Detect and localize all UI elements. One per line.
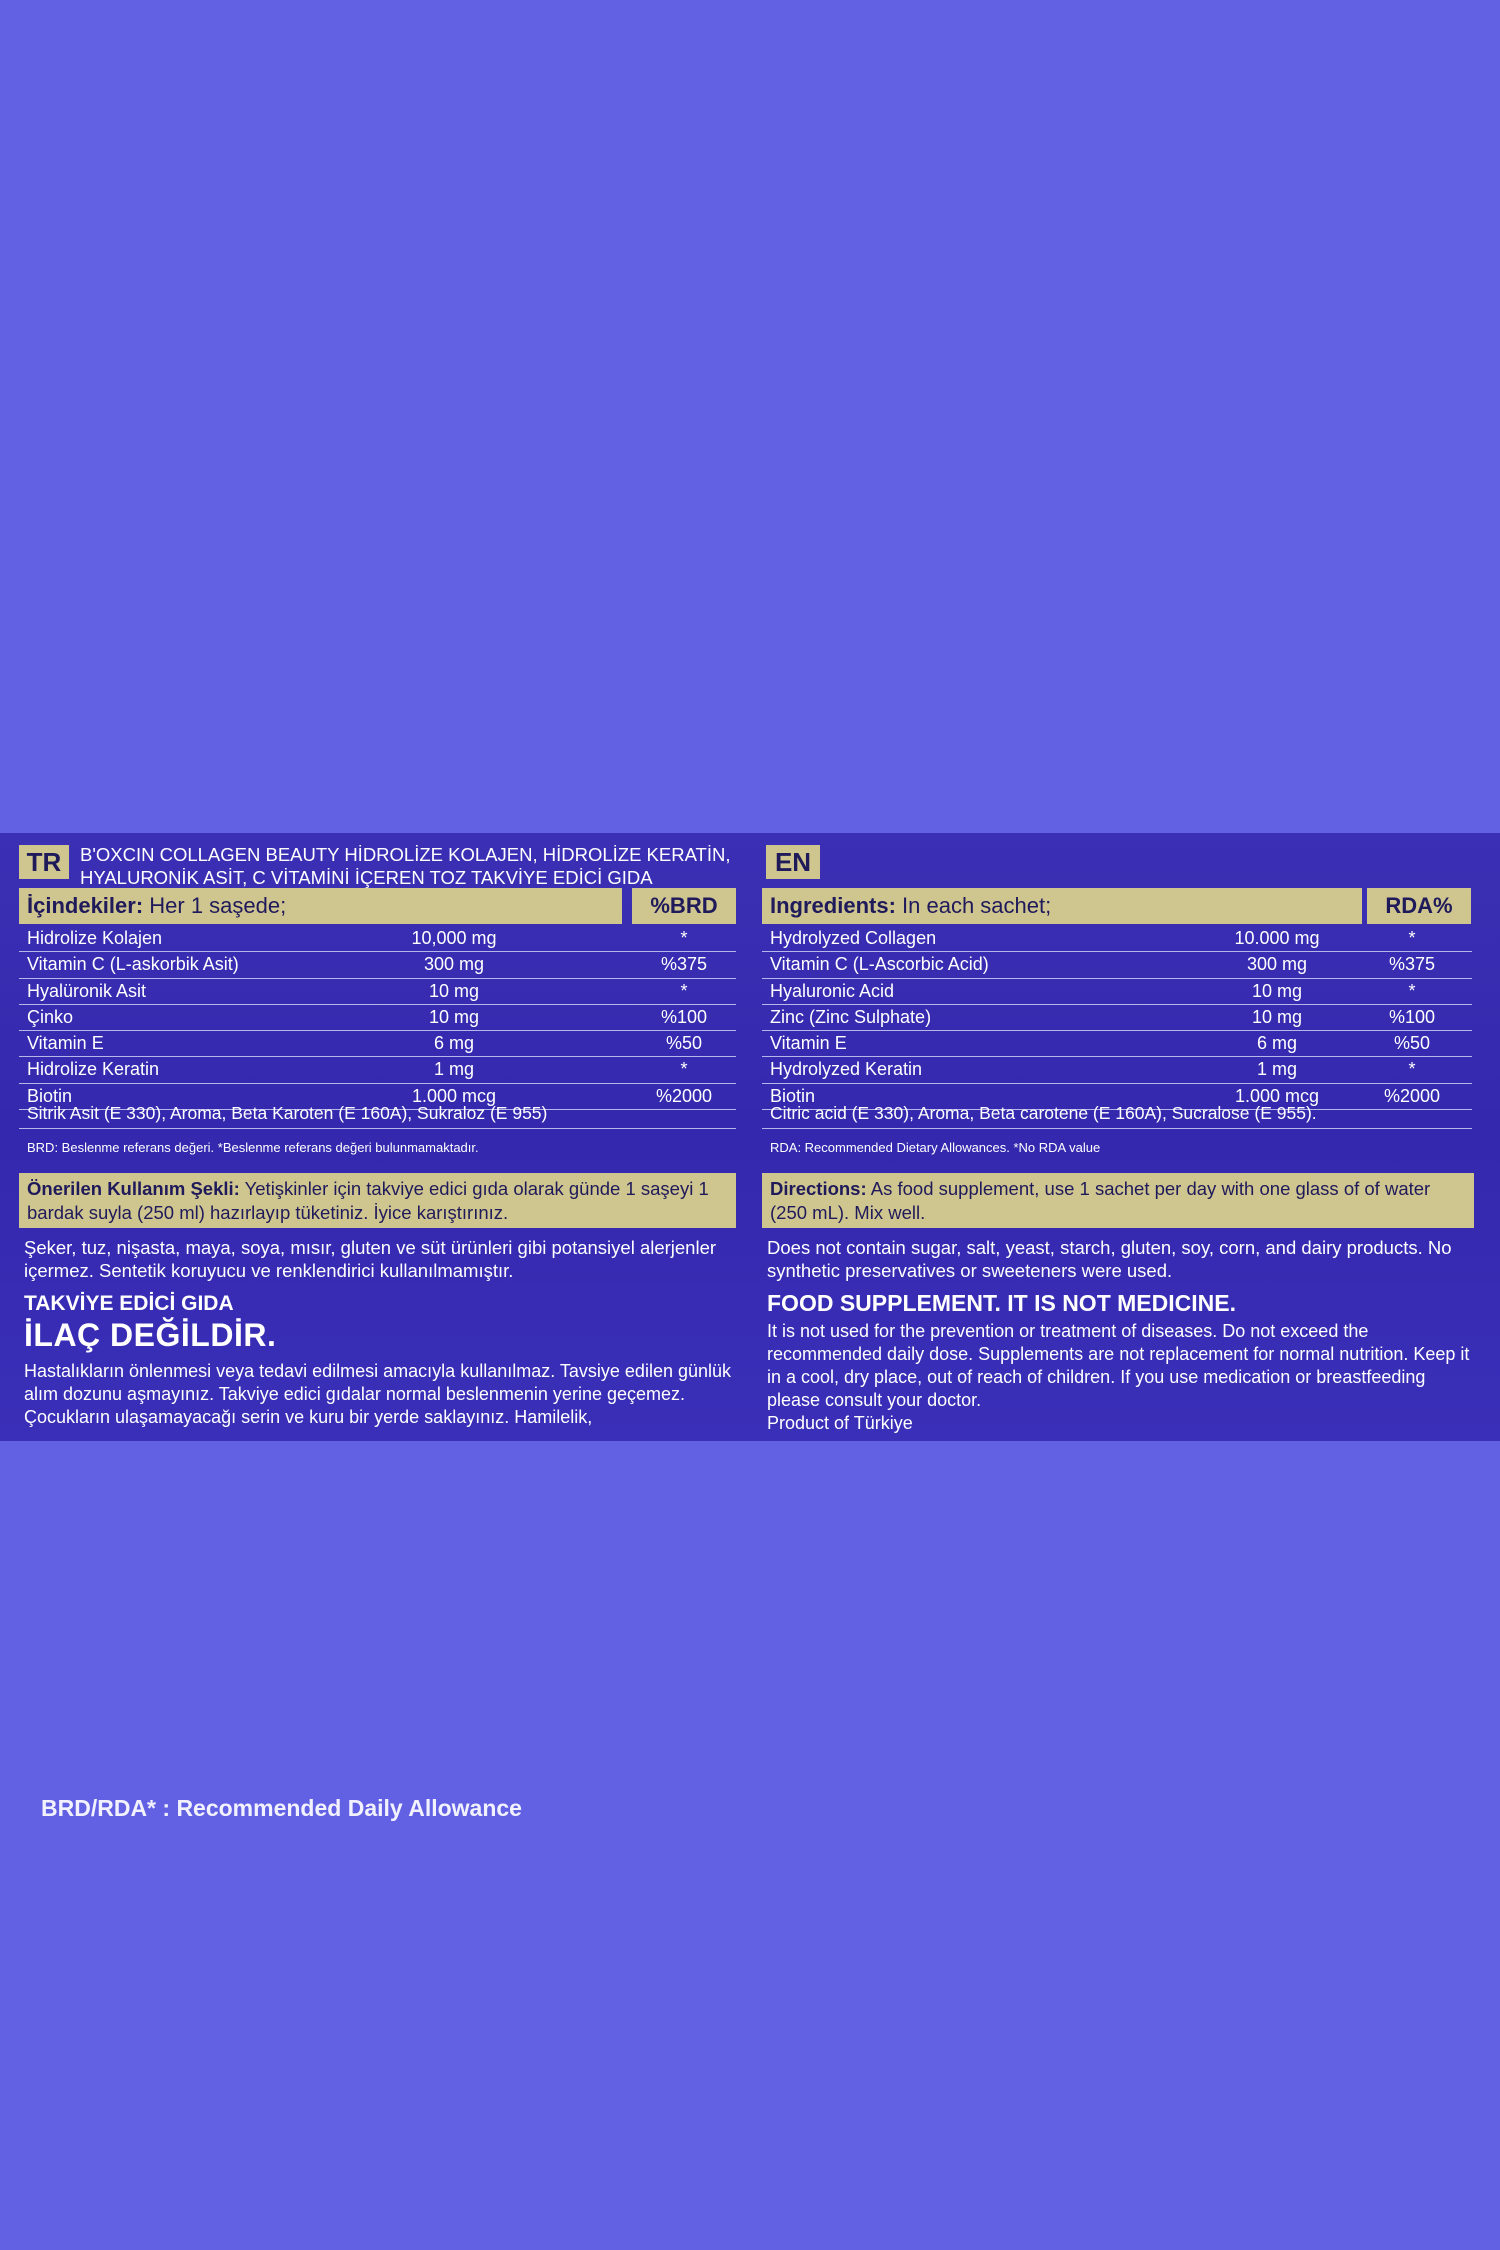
ingredients-header-tr bbox=[19, 888, 736, 924]
table-row bbox=[19, 979, 736, 1005]
ingredient-name: Hydrolyzed Keratin bbox=[770, 1059, 923, 1080]
warning-text-en: It is not used for the prevention or treatment of diseases. Do not exceed the recommended daily dose. Supplements are not replacement for normal nutrition. Keep it in a cool, dry place, out of reach of children. If you use medication or breastfeeding please consult your doctor. bbox=[767, 1321, 1470, 1410]
additives-tr: Sitrik Asit (E 330), Aroma, Beta Karoten (E 160A), Sukraloz (E 955) bbox=[27, 1103, 548, 1123]
table-row bbox=[19, 1031, 736, 1057]
ingredient-amount: 10,000 mg bbox=[411, 928, 497, 948]
ingredient-percentage: * bbox=[680, 928, 688, 948]
ingredient-name: Hyaluronic Acid bbox=[770, 980, 895, 1001]
ingredient-percentage: %2000 bbox=[655, 1085, 713, 1106]
product-title-tr: B'OXCIN COLLAGEN BEAUTY HİDROLİZE KOLAJEN, HİDROLİZE KERATİN, HYALURONİK ASİT, C VİTAMİNİ İÇEREN TOZ TAKVİYE EDİCİ GIDA bbox=[80, 844, 731, 888]
ingredient-name: Vitamin E bbox=[27, 1033, 104, 1054]
divider bbox=[19, 1128, 736, 1129]
ingredient-amount: 1.000 mcg bbox=[411, 1085, 497, 1106]
turkish-column bbox=[14, 833, 736, 1441]
ingredient-amount: 10 mg bbox=[428, 1006, 480, 1027]
ingredient-name: Hyalüronik Asit bbox=[27, 980, 147, 1001]
ingredient-amount: 10 mg bbox=[1251, 1006, 1303, 1027]
divider bbox=[762, 1128, 1472, 1129]
ingredient-name: Hidrolize Keratin bbox=[27, 1059, 160, 1080]
ingredient-amount: 1.000 mcg bbox=[1234, 1085, 1320, 1106]
ingredient-percentage: %375 bbox=[1388, 954, 1436, 975]
footnote-tr: BRD: Beslenme referans değeri. *Beslenme referans değeri bulunmamaktadır. bbox=[27, 1140, 479, 1155]
ingredient-percentage: * bbox=[680, 1059, 688, 1080]
table-row bbox=[19, 1005, 736, 1031]
ingredient-amount: 10 mg bbox=[428, 980, 480, 1001]
ingredient-name: Vitamin E bbox=[770, 1033, 847, 1054]
warning-text-tr: Hastalıkların önlenmesi veya tedavi edilmesi amacıyla kullanılmaz. Tavsiye edilen günlük alım dozunu aşmayınız. Takviye edici gıdalar normal beslenmenin yerine geçemez. Çocukların ulaşamayacağı serin ve kuru bir yerde saklayınız. Hamilelik, bbox=[24, 1361, 732, 1427]
ingredient-amount: 10 mg bbox=[1251, 980, 1303, 1001]
english-column bbox=[757, 833, 1485, 1441]
brd-header: %BRD bbox=[632, 888, 736, 924]
ingredient-amount: 6 mg bbox=[1256, 1033, 1298, 1054]
caption: BRD/RDA* : Recommended Daily Allowance bbox=[41, 1795, 522, 1821]
ingredient-name: Vitamin C (L-askorbik Asit) bbox=[27, 954, 239, 975]
product-label-panel bbox=[0, 833, 1500, 1441]
language-badge-en: EN bbox=[766, 845, 820, 879]
supplement-title-tr: TAKVİYE EDİCİ GIDA bbox=[24, 1292, 234, 1315]
ingredient-percentage: %375 bbox=[660, 954, 708, 975]
ingredient-name: Zinc (Zinc Sulphate) bbox=[770, 1006, 932, 1027]
table-row bbox=[762, 1031, 1472, 1057]
table-row bbox=[762, 926, 1472, 952]
ingredients-table-tr bbox=[19, 926, 736, 1110]
additives-en: Citric acid (E 330), Aroma, Beta carotene (E 160A), Sucralose (E 955). bbox=[770, 1103, 1317, 1123]
ingredient-amount: 1 mg bbox=[1256, 1059, 1298, 1080]
directions-box-en: Directions: As food supplement, use 1 sachet per day with one glass of of water (250 mL). Mix well. bbox=[762, 1173, 1474, 1228]
ingredient-percentage: * bbox=[1408, 1059, 1416, 1080]
allergen-text-tr: Şeker, tuz, nişasta, maya, soya, mısır, gluten ve süt ürünleri gibi potansiyel alerjenler içermez. Sentetik koruyucu ve renklendirici kullanılmamıştır. bbox=[24, 1237, 717, 1281]
ingredient-amount: 6 mg bbox=[433, 1033, 475, 1054]
ingredient-percentage: * bbox=[680, 980, 688, 1001]
ingredient-percentage: %50 bbox=[1393, 1033, 1431, 1054]
ingredients-header-en bbox=[762, 888, 1485, 924]
ingredient-name: Hydrolyzed Collagen bbox=[770, 928, 937, 948]
ingredient-amount: 10.000 mg bbox=[1234, 928, 1320, 948]
ingredient-name: Biotin bbox=[27, 1085, 73, 1106]
allergen-text-en: Does not contain sugar, salt, yeast, starch, gluten, soy, corn, and dairy products. No synthetic preservatives or sweeteners were used. bbox=[767, 1237, 1452, 1281]
table-row bbox=[762, 979, 1472, 1005]
ingredient-amount: 300 mg bbox=[423, 954, 485, 975]
not-medicine-tr: İLAÇ DEĞİLDİR. bbox=[24, 1317, 277, 1353]
ingredient-name: Biotin bbox=[770, 1085, 816, 1106]
ingredient-percentage: %50 bbox=[665, 1033, 703, 1054]
ingredient-percentage: * bbox=[1408, 980, 1416, 1001]
rda-header: RDA% bbox=[1367, 888, 1471, 924]
ingredient-name: Hidrolize Kolajen bbox=[27, 928, 163, 948]
ingredient-percentage: %2000 bbox=[1383, 1085, 1441, 1106]
table-row bbox=[762, 1005, 1472, 1031]
ingredient-percentage: %100 bbox=[1388, 1006, 1436, 1027]
ingredient-amount: 1 mg bbox=[433, 1059, 475, 1080]
footnote-en: RDA: Recommended Dietary Allowances. *No RDA value bbox=[770, 1140, 1101, 1155]
ingredient-name: Vitamin C (L-Ascorbic Acid) bbox=[770, 954, 989, 975]
ingredient-name: Çinko bbox=[27, 1006, 74, 1027]
table-row bbox=[762, 1057, 1472, 1083]
directions-box-tr: Önerilen Kullanım Şekli: Yetişkinler için takviye edici gıda olarak günde 1 saşeyi 1 bardak suyla (250 ml) hazırlayıp tüketiniz. İyice karıştırınız. bbox=[19, 1173, 736, 1228]
ingredients-header-label: Ingredients: In each sachet; bbox=[762, 888, 1362, 924]
language-badge-tr: TR bbox=[19, 845, 69, 879]
table-row bbox=[19, 926, 736, 952]
ingredient-amount: 300 mg bbox=[1246, 954, 1308, 975]
table-row bbox=[19, 952, 736, 978]
ingredients-table-en bbox=[762, 926, 1472, 1110]
origin-text: Product of Türkiye bbox=[767, 1413, 913, 1433]
supplement-title-en: FOOD SUPPLEMENT. IT IS NOT MEDICINE. bbox=[767, 1290, 1236, 1316]
ingredients-header-label: İçindekiler: Her 1 saşede; bbox=[19, 888, 622, 924]
table-row bbox=[762, 952, 1472, 978]
ingredient-percentage: * bbox=[1408, 928, 1416, 948]
ingredient-percentage: %100 bbox=[660, 1006, 708, 1027]
table-row bbox=[19, 1057, 736, 1083]
